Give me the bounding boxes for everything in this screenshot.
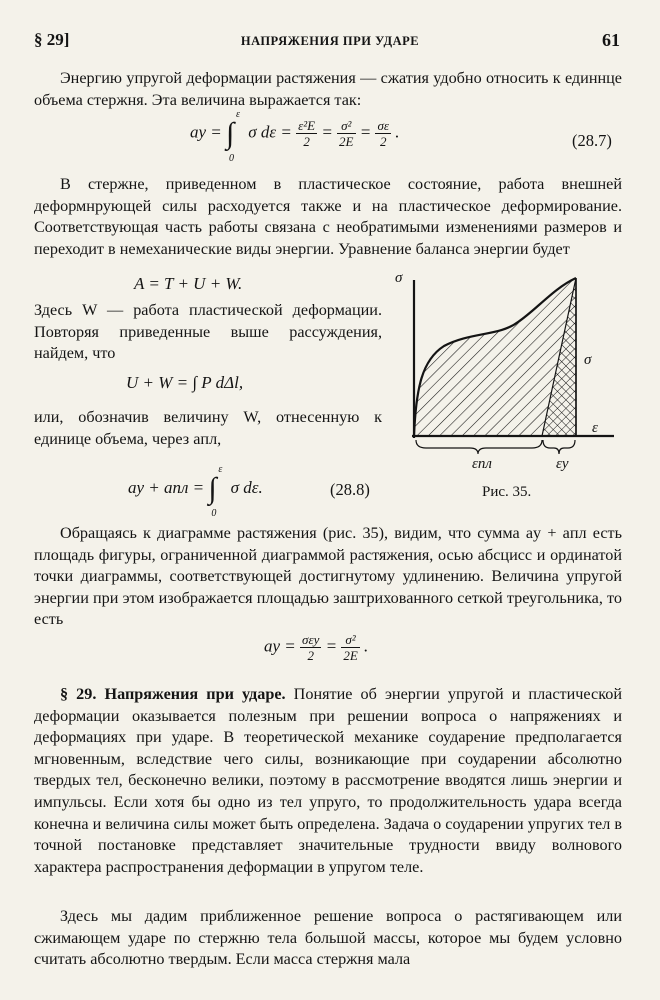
eq287-fraction-1 [296,118,317,149]
equation-28-7: aу = ∫ ε 0 σ dε = $\frac{\text{ε²E}}{2}$ = $\frac{\text{σ²}}{2E}$ = $\frac{\sigma\varepsilon}{2}$ . [190,108,400,164]
work-equation: U + W = ∫ P dΔl, [126,373,244,392]
paragraph-3: Здесь W — работа пластической деформации. Повторяя приведенные выше рассуждения, найдем, что [34,301,382,363]
eq287-f3-num: σε [377,118,390,133]
paragraph-4: или, обозначив величину W, отнесенную к единице объема, через aпл, [34,408,382,448]
elastic-fraction-1 [300,632,321,663]
eq288-upper-limit: ε [218,464,223,475]
paragraph-2: В стержне, приведенном в пластическое состояние, работа внешней деформнрующей силы расходуется также и на пластическое деформирование. Соответствующая часть работы связана с необратимыми изменениями размеров и переходит в немеханические виды энергии. Уравнение баланса энергии будет [34,175,622,258]
section-29-text: Понятие об энергии упругой и пластической деформации оказывается полезным при решении вопроса о напряжениях и деформациях при ударе. В теоретической механике соударение предполагается мгновенным, вследствие чего силы, возникающие при соударении абсолютно твердых тел, бесконечно велики, поэтому в рассмотрение вводятся лишь энергии и импульсы. Если хотя бы одно из тел упруго, то продолжительность удара всегда конечна и величина силы может быть определена. Задача о соударении упругих тел в точной постановке представляет значительные трудности ввиду волнового характера распространения деформации в упругом теле. [34,685,622,876]
eq287-f1-den: 2 [303,134,310,149]
elastic-tail: . [364,636,369,656]
eps-pl-brace [416,440,542,454]
eq287-upper-limit: ε [236,108,240,120]
eq287-integrand: σ dε = [248,122,292,142]
elastic-f2-den: 2E [343,648,358,663]
eq287-f3-den: 2 [380,134,387,149]
elastic-f1-den: 2 [307,648,314,663]
eps-pl-label: εпл [472,456,492,472]
eq288-integrand: σ dε. [230,477,263,497]
eq287-fraction-3 [375,118,391,149]
elastic-energy-equation [264,632,368,663]
equation-number-28-8: (28.8) [330,480,370,499]
integral-sign: ∫ [226,116,235,150]
eq287-f2-num: σ² [337,118,355,134]
x-axis-label: ε [592,420,598,436]
eq287-tail: . [395,122,400,142]
y-axis-label: σ [395,270,403,286]
figure-caption: Рис. 35. [482,484,532,500]
integral-sign: ∫ [208,472,217,505]
energy-balance-equation: A = T + U + W. [134,274,243,293]
eps-y-brace [543,440,575,454]
elastic-lhs: aу = [264,636,296,656]
sigma-label: σ [584,352,592,368]
paragraph-5: Обращаясь к диаграмме растяжения (рис. 35), видим, что сумма aу + aпл есть площадь фигуры, ограниченной диаграммой растяжения, осью абсцисс и ординатой точки диаграммы, соответствующей достигнутому удлинению. Величина упругой энергии при этом изображается площадью заштрихованного сеткой треугольника, то есть [34,524,622,629]
section-29-paragraph [34,684,622,878]
equation-28-8 [128,464,263,519]
section-29-heading: § 29. Напряжения при ударе. [60,685,286,703]
elastic-equals: = [325,636,338,656]
eq287-fraction-2 [337,118,355,149]
eps-y-label: εу [556,456,569,472]
equation-number-28-7: (28.7) [572,131,612,150]
section-marker: § 29] [34,30,70,49]
page-number: 61 [602,30,620,50]
elastic-fraction-2 [341,632,359,663]
eq287-lhs: aу = [190,122,222,142]
paragraph-7: Здесь мы дадим приближенное решение вопроса о растягивающем или сжимающем ударе по стержню тела большой массы, которое мы будем условно считать абсолютно твердым. Если масса стержня мала [34,907,622,969]
running-title: НАПРЯЖЕНИЯ ПРИ УДАРЕ [240,34,420,48]
elastic-f2-num: σ² [341,632,359,648]
elastic-f1-num: σεу [302,632,320,647]
eq287-f1-num: ε²E [298,118,316,133]
eq288-lhs: aу + aпл = [128,477,205,497]
eq288-lower-limit: 0 [211,508,217,519]
eq287-f2-den: 2E [339,134,354,149]
paragraph-1: Энергию упругой деформации растяжения — сжатия удобно относить к единнце объема стержня. Эта величина выражается так: [34,69,622,109]
eq287-lower-limit: 0 [229,152,235,164]
